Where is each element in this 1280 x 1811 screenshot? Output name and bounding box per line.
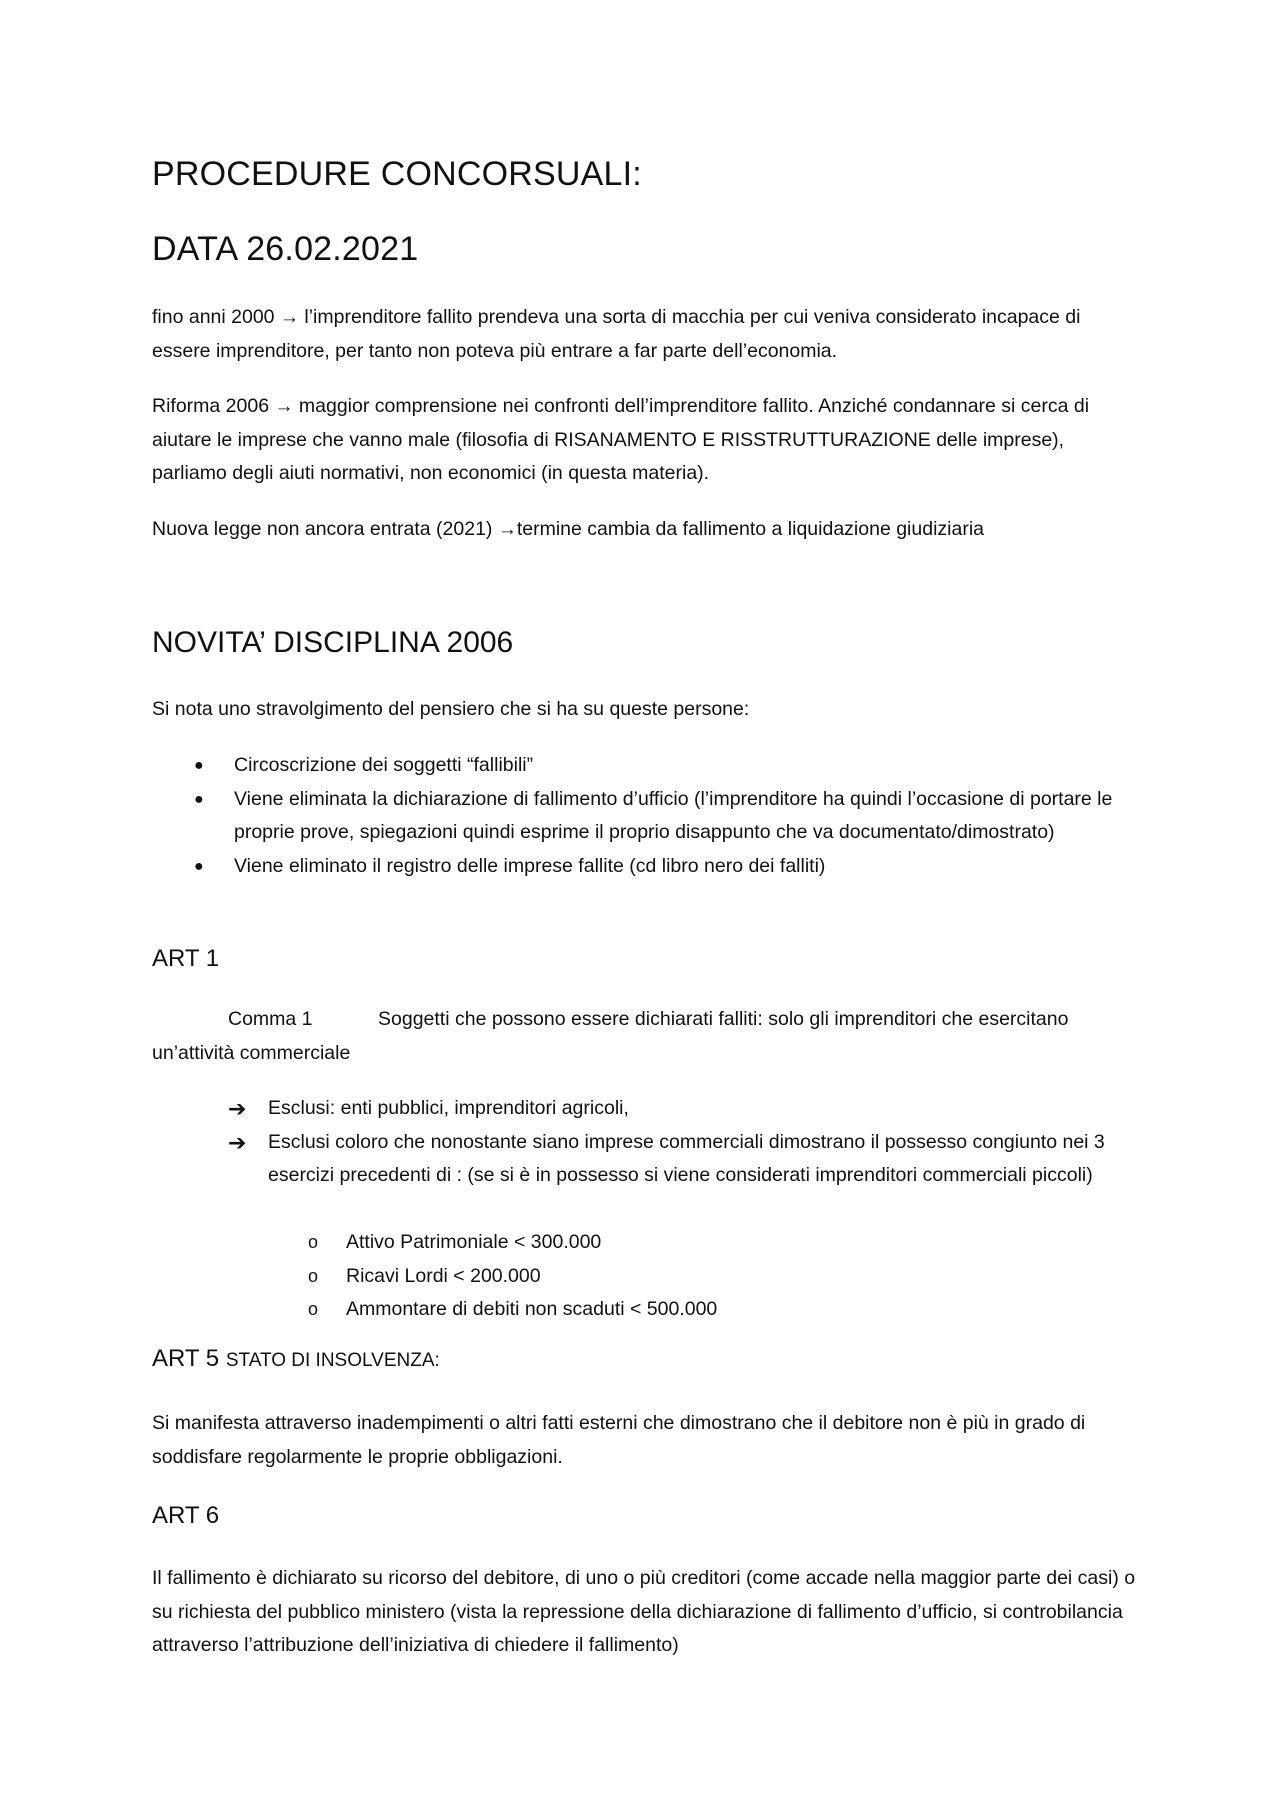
list-item <box>228 1092 1128 1126</box>
intro-lead: Nuova legge non ancora entrata (2021) <box>152 518 493 540</box>
bullet-icon: ● <box>194 857 204 875</box>
intro-text: maggior comprensione nei confronti dell’imprenditore fallito. Anziché condannare si cerca di aiutare le imprese che vanno male (filosofia di RISANAMENTO E RISSTRUTTURAZIONE delle imprese), parliamo degli aiuti normativi, non economici (in questa materia). <box>152 395 1090 484</box>
right-arrow-icon: → <box>279 307 299 328</box>
arrow-bullet-icon: ➔ <box>228 1129 247 1155</box>
section-heading: NOVITA’ DISCIPLINA 2006 <box>152 626 514 659</box>
list-item <box>308 1226 1008 1260</box>
intro-text: termine cambia da fallimento a liquidazione giudiziaria <box>516 518 984 540</box>
list-item-text: Esclusi coloro che nonostante siano imprese commerciali dimostrano il possesso congiunto nei 3 esercizi precedenti di : (se si è in possesso si viene considerati imprenditori commerciali piccoli) <box>268 1130 1105 1186</box>
sub-list <box>308 1226 1008 1327</box>
list-item-text: Attivo Patrimoniale < 300.000 <box>346 1231 602 1253</box>
list-item-text: Viene eliminato il registro delle imprese fallite (cd libro nero dei falliti) <box>234 854 826 877</box>
art6-heading: ART 6 <box>152 1502 220 1529</box>
comma-text: Soggetti che possono essere dichiarati falliti: solo gli imprenditori che esercitano un’attività commerciale <box>152 1008 1069 1064</box>
bullet-icon: ● <box>194 790 204 808</box>
right-arrow-icon: → <box>497 519 517 540</box>
art1-heading: ART 1 <box>152 945 220 972</box>
list-item <box>152 850 1142 884</box>
intro-paragraph-2 <box>152 390 1142 491</box>
intro-lead: Riforma 2006 <box>152 395 270 417</box>
circle-bullet-icon: o <box>308 1232 319 1252</box>
list-item-text: Ricavi Lordi < 200.000 <box>346 1264 541 1287</box>
arrow-bullet-icon: ➔ <box>228 1096 247 1121</box>
bullet-list <box>152 749 1142 883</box>
list-item-text: Circoscrizione dei soggetti “fallibili” <box>234 754 534 776</box>
art5-paragraph: Si manifesta attraverso inadempimenti o altri fatti esterni che dimostrano che il debitore non è più in grado di soddisfare regolarmente le proprie obbligazioni. <box>152 1412 1086 1468</box>
art5-title: ART 5 <box>152 1345 220 1372</box>
list-item-text: Ammontare di debiti non scaduti < 500.000 <box>346 1298 718 1320</box>
document-date: DATA 26.02.2021 <box>152 230 419 268</box>
intro-paragraph-3 <box>152 513 1142 547</box>
intro-paragraph-1 <box>152 301 1142 368</box>
arrow-list <box>228 1092 1128 1193</box>
bullet-icon: ● <box>194 757 204 774</box>
list-item <box>228 1126 1128 1193</box>
section-lead: Si nota uno stravolgimento del pensiero che si ha su queste persone: <box>152 698 750 720</box>
list-item <box>308 1260 1008 1294</box>
list-item-text: Esclusi: enti pubblici, imprenditori agricoli, <box>268 1097 629 1119</box>
comma-label: Comma 1 <box>228 1008 313 1030</box>
circle-bullet-icon: o <box>308 1299 319 1319</box>
document-title: PROCEDURE CONCORSUALI: <box>152 155 642 193</box>
art6-paragraph: Il fallimento è dichiarato su ricorso del debitore, di uno o più creditori (come accade nella maggior parte dei casi) o su richiesta del pubblico ministero (vista la repressione della dichiarazione di fallimento d’ufficio, si controbilancia attraverso l’attribuzione dell’iniziativa di chiedere il fallimento) <box>152 1567 1136 1656</box>
list-item <box>308 1293 1008 1327</box>
list-item-text: Viene eliminata la dichiarazione di fallimento d’ufficio (l’imprenditore ha quindi l’occasione di portare le proprie prove, spiegazioni quindi esprime il proprio disappunto che va documentato/dimostrato) <box>234 787 1113 843</box>
intro-text: l’imprenditore fallito prendeva una sorta di macchia per cui veniva considerato incapace di essere imprenditore, per tanto non poteva più entrare a far parte dell’economia. <box>152 306 1081 362</box>
circle-bullet-icon: o <box>308 1265 319 1286</box>
right-arrow-icon: → <box>274 396 294 417</box>
art5-subtitle: STATO DI INSOLVENZA: <box>225 1350 440 1371</box>
intro-lead: fino anni 2000 <box>152 306 275 328</box>
list-item <box>152 749 1142 783</box>
list-item <box>152 783 1142 850</box>
art1-comma <box>152 1003 1142 1070</box>
art5-heading <box>152 1345 440 1373</box>
